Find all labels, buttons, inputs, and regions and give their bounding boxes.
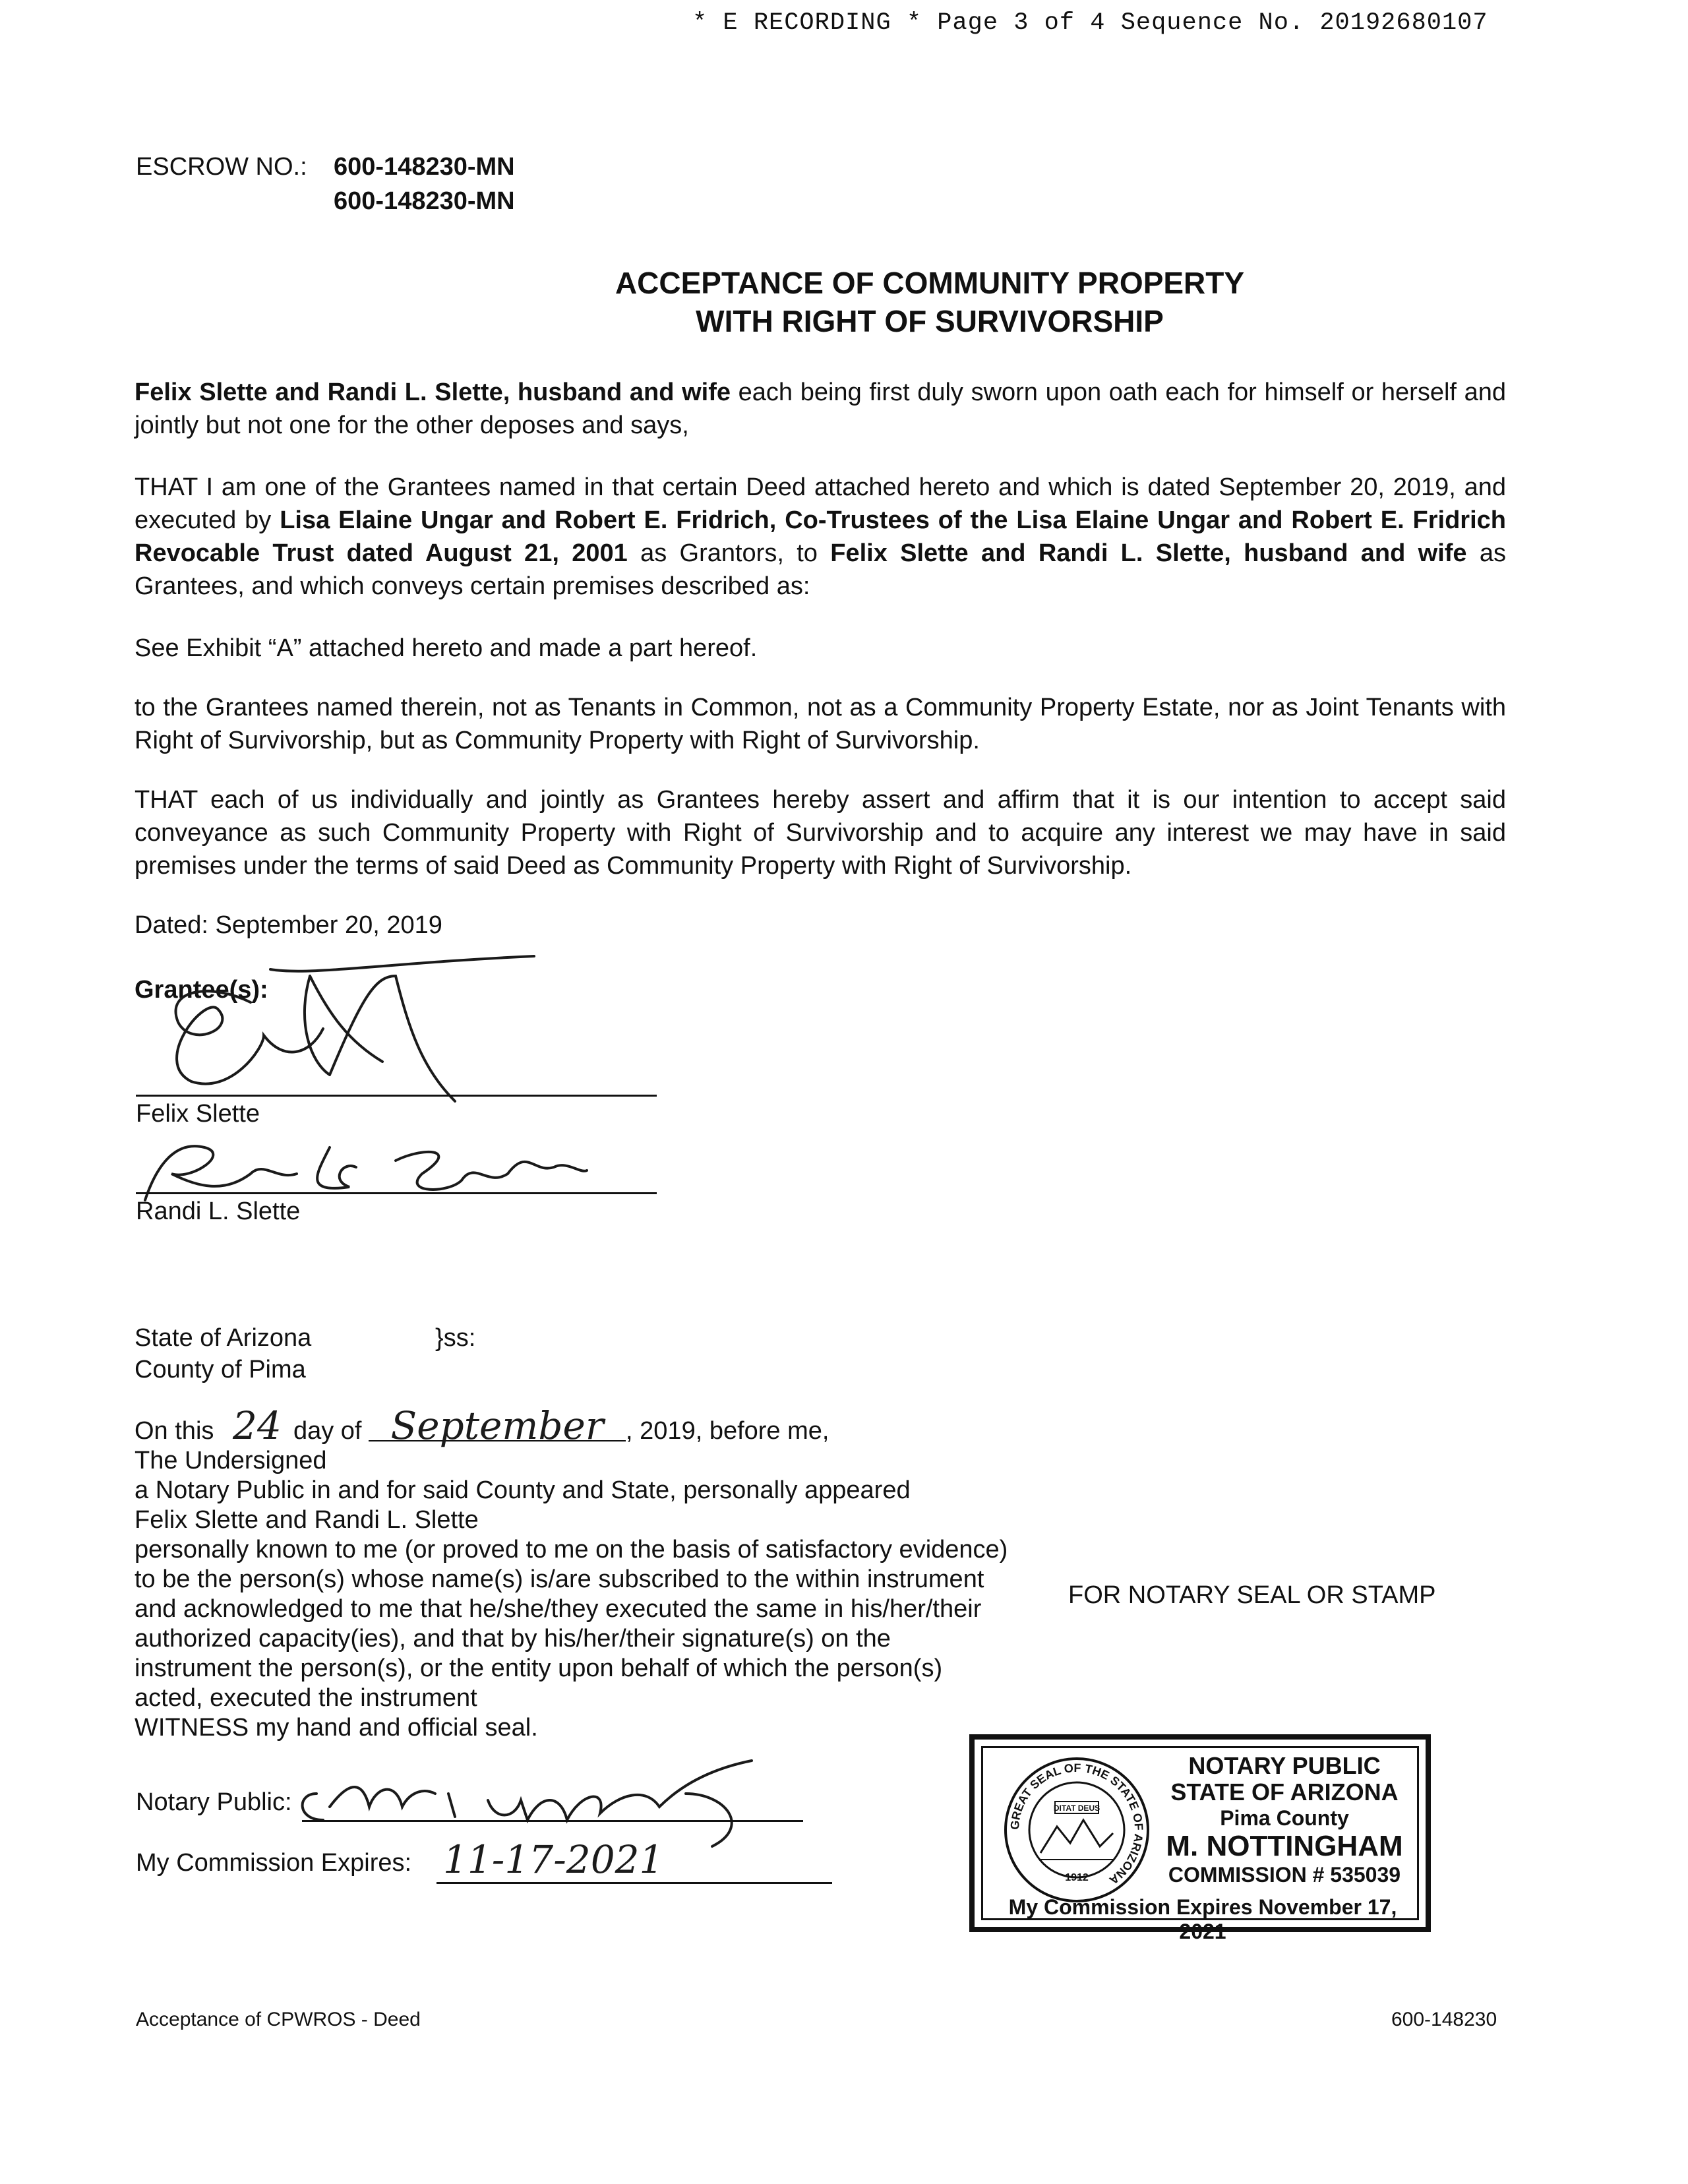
stamp-line: Pima County [1220,1806,1349,1830]
ack-text: WITNESS my hand and official seal. [135,1714,538,1742]
notary-stamp [969,1734,1431,1943]
stamp-line: STATE OF ARIZONA [1170,1778,1399,1805]
grantee-names: Felix Slette and Randi L. Slette, husband and wife [830,539,1467,567]
dated-line: Dated: September 20, 2019 [135,911,442,939]
document-title [0,264,1688,340]
stamp-line: NOTARY PUBLIC [1188,1752,1381,1779]
grantees-label: Grantee(s): [135,976,268,1004]
commission-expires-label: My Commission Expires: [136,1849,412,1877]
ack-text: a Notary Public in and for said County and State, personally appeared [135,1476,911,1504]
title-line: ACCEPTANCE OF COMMUNITY PROPERTY [615,266,1245,300]
footer-escrow-number: 600-148230 [1391,2009,1497,2030]
tenancy-paragraph: to the Grantees named therein, not as Tenants in Common, not as a Community Property Estate, nor as Joint Tenants with Right of Survivorship, but as Community Property with Right of Survivorship. [135,694,1506,754]
paragraph-text: as Grantors, to [627,539,831,567]
venue-ss: }ss: [435,1324,476,1352]
venue-state: State of Arizona [135,1324,312,1352]
grantor-names: Lisa Elaine Ungar and Robert E. Fridrich, Co-Trustees of the Lisa Elaine Ungar and Robert E. Fridrich Revocable Trust dated August 21, 2001 [135,506,1507,567]
recording-header: * E RECORDING * Page 3 of 4 Sequence No. 20192680107 [692,9,1488,37]
signature-line [136,1095,657,1097]
stamp-expiration: My Commission Expires November 17, 2021 [1008,1895,1397,1943]
notary-acknowledgment [135,1403,1058,1743]
deed-paragraph [135,471,1506,603]
escrow-number: 600-148230-MN [334,153,515,181]
signature-line [302,1820,803,1822]
handwritten-expiration: 11-17-2021 [443,1837,664,1882]
grantee-name: Randi L. Slette [136,1198,301,1225]
paragraph-text: THAT I am one of the Grantees named in that certain Deed attached hereto and which is dated September 20, 2019, and executed by [135,473,1506,534]
title-line: WITH RIGHT OF SURVIVORSHIP [696,304,1164,338]
seal-year: 1912 [1065,1872,1089,1883]
seal-motto: DITAT DEUS [1053,1804,1100,1813]
ack-text: day of [293,1417,362,1445]
venue-county: County of Pima [135,1356,306,1383]
stamp-notary-name: M. NOTTINGHAM [1166,1830,1403,1862]
ack-text: On this [135,1417,214,1445]
seal-ring-text: GREAT SEAL OF THE STATE OF ARIZONA [1008,1761,1146,1887]
footer-doc-title: Acceptance of CPWROS - Deed [136,2009,421,2030]
handwritten-month: September [369,1411,626,1441]
seal-placeholder-label: FOR NOTARY SEAL OR STAMP [1068,1581,1436,1609]
notary-public-label: Notary Public: [136,1788,292,1816]
ack-text: , 2019, before me, [626,1417,829,1445]
escrow-number: 600-148230-MN [334,187,515,215]
randi-signature [132,1134,593,1207]
ack-text: Felix Slette and Randi L. Slette [135,1506,479,1534]
ack-date-line [135,1403,1058,1448]
grantee-name: Felix Slette [136,1100,260,1128]
signature-line [136,1192,657,1194]
grantee-names: Felix Slette and Randi L. Slette, husband and wife [135,379,731,406]
handwritten-day: 24 [233,1403,282,1448]
state-seal-icon [1001,1754,1153,1906]
deponent-paragraph [135,376,1506,442]
ack-text: The Undersigned [135,1447,327,1474]
affirmation-paragraph: THAT each of us individually and jointly as Grantees hereby assert and affirm that it is our intention to accept said conveyance as such Community Property with Right of Survivorship and to acquire any interest we may have in said premises under the terms of said Deed as Community Property with Right of Survivorship. [135,786,1506,880]
ack-text: personally known to me (or proved to me on the basis of satisfactory evidence) to be the person(s) whose name(s) is/are subscribed to the within instrument and acknowledged to me that he/she/they executed the same in his/her/their authorized capacity(ies), and that by his/her/their signature(s) on the instrument the person(s), or the entity upon behalf of which the person(s) acted, executed the instrument [135,1536,1008,1712]
stamp-commission: COMMISSION # 535039 [1168,1863,1401,1887]
paragraph-text: each being first duly sworn upon oath each for himself or herself and jointly but not one for the other deposes and says, [135,379,1507,439]
paragraph-text: as Grantees, and which conveys certain premises described as: [135,539,1506,600]
stamp-text-block [1153,1753,1416,1887]
escrow-label: ESCROW NO.: [136,153,307,181]
exhibit-paragraph: See Exhibit “A” attached hereto and made a part hereof. [135,634,758,662]
signature-line [437,1882,832,1884]
